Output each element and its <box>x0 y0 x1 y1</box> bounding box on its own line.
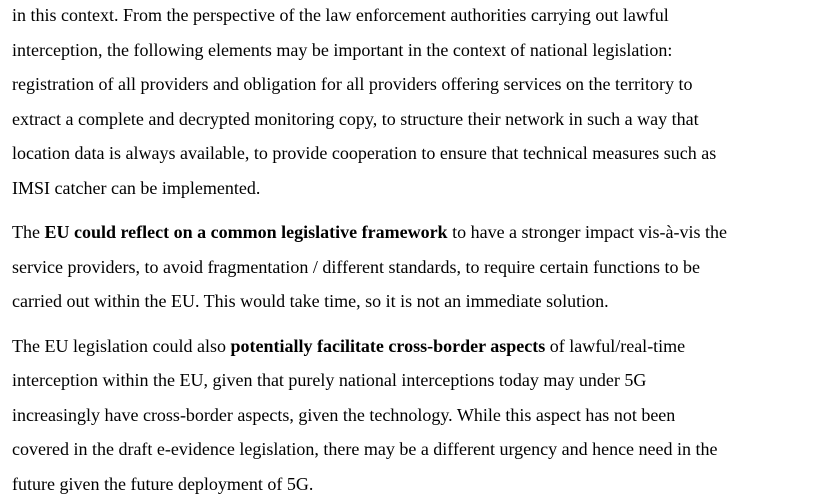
text-line: service providers, to avoid fragmentation / different standards, to require certain functions to be <box>12 257 700 277</box>
text-line: carried out within the EU. This would take time, so it is not an immediate solution. <box>12 291 609 311</box>
text-line: IMSI catcher can be implemented. <box>12 178 261 198</box>
bold-emphasis: EU could reflect on a common legislative framework <box>44 222 448 242</box>
text-run: The <box>12 222 45 242</box>
text-line <box>12 222 727 242</box>
text-line: registration of all providers and obligation for all providers offering services on the territory to <box>12 74 693 94</box>
text-run: to have a stronger impact vis-à-vis the <box>447 222 727 242</box>
text-line: interception, the following elements may be important in the context of national legislation: <box>12 40 673 60</box>
text-line <box>12 336 685 356</box>
text-line: location data is always available, to provide cooperation to ensure that technical measures such as <box>12 143 717 163</box>
text-run: of lawful/real-time <box>545 336 686 356</box>
text-run: The EU legislation could also <box>12 336 231 356</box>
text-line: in this context. From the perspective of the law enforcement authorities carrying out lawful <box>12 5 669 25</box>
text-line: interception within the EU, given that purely national interceptions today may under 5G <box>12 370 647 390</box>
text-line: future given the future deployment of 5G. <box>12 474 314 494</box>
text-line: increasingly have cross-border aspects, given the technology. While this aspect has not been <box>12 405 676 425</box>
text-line: covered in the draft e-evidence legislation, there may be a different urgency and hence need in the <box>12 439 718 459</box>
text-line: extract a complete and decrypted monitoring copy, to structure their network in such a way that <box>12 109 699 129</box>
bold-emphasis: potentially facilitate cross-border aspects <box>230 336 546 356</box>
